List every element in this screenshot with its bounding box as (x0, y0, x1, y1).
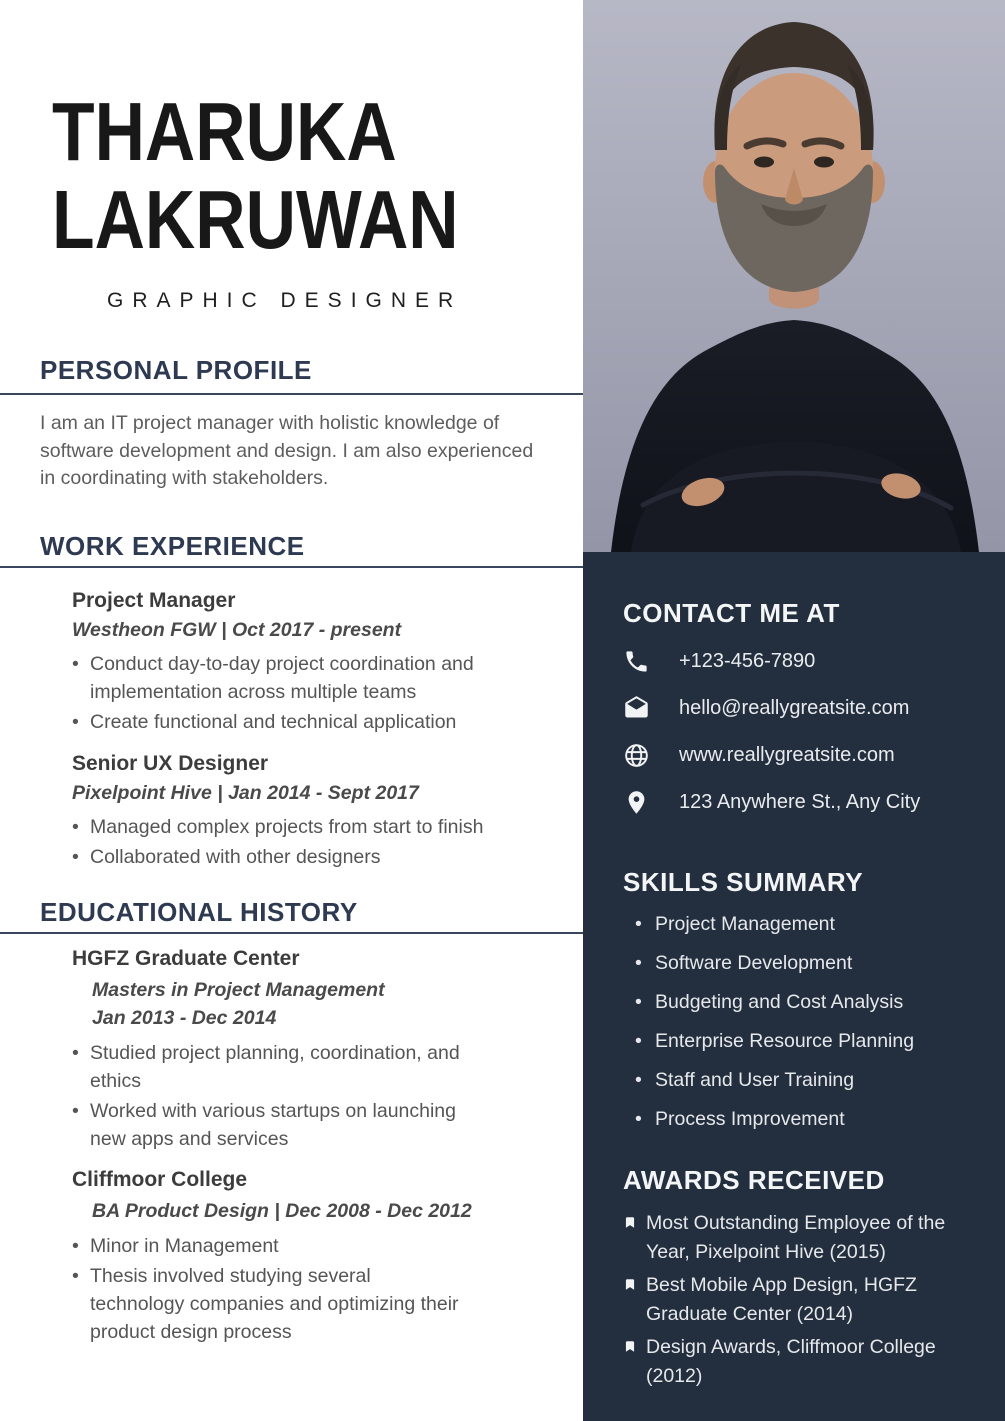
contact-row-address (623, 787, 975, 817)
school-entry (72, 1167, 583, 1346)
contact-row-website (623, 740, 975, 770)
award-text: Design Awards, Cliffmoor College (2012) (646, 1336, 936, 1387)
personal-profile-heading: PERSONAL PROFILE (40, 355, 312, 385)
school-bullets (72, 1232, 583, 1346)
divider-line (0, 932, 583, 934)
portrait-photo (583, 0, 1005, 552)
award-item (623, 1271, 975, 1328)
job-meta: Westheon FGW | Oct 2017 - present (72, 618, 402, 641)
right-panel (583, 0, 1005, 1421)
bullet-dot: • (72, 815, 79, 838)
contact-row-email (623, 693, 975, 723)
school-entry (72, 946, 583, 1153)
email-address: hello@reallygreatsite.com (679, 696, 910, 719)
awards-list (623, 1209, 975, 1390)
job-entry (72, 751, 583, 871)
bullet-item (72, 1097, 583, 1153)
globe-icon (623, 741, 655, 769)
degree-line: BA Product Design | Dec 2008 - Dec 2012 (92, 1199, 472, 1222)
bullet-dot: • (635, 1069, 642, 1091)
panel-content (583, 552, 1005, 1390)
bullet-dot: • (72, 1264, 79, 1287)
skill-item (635, 1106, 975, 1132)
bookmark-icon (623, 1271, 639, 1328)
skill-text: Software Development (655, 952, 853, 974)
bullet-text: Minor in Management (90, 1234, 279, 1257)
job-bullets (72, 813, 583, 871)
bullet-text: Conduct day-to-day project coordination and implementation across multiple teams (90, 652, 474, 703)
school-name: HGFZ Graduate Center (72, 946, 300, 970)
degree-line: Masters in Project Management (92, 978, 385, 1001)
award-item (623, 1333, 975, 1390)
award-item (623, 1209, 975, 1266)
contact-row-phone (623, 646, 975, 676)
skill-item (635, 989, 975, 1015)
bullet-item (72, 843, 583, 871)
skill-item (635, 1028, 975, 1054)
bullet-item (72, 708, 583, 736)
job-bullets (72, 650, 583, 736)
job-title: GRAPHIC DESIGNER (107, 289, 463, 312)
divider-line (0, 393, 583, 395)
phone-number: +123-456-7890 (679, 649, 816, 672)
school-name: Cliffmoor College (72, 1167, 248, 1191)
job-entry (72, 588, 583, 736)
bullet-text: Worked with various startups on launching new apps and services (90, 1099, 456, 1150)
bullet-item (72, 813, 583, 841)
bullet-dot: • (72, 1041, 79, 1064)
phone-icon (623, 647, 655, 675)
bullet-dot: • (72, 710, 79, 733)
skill-item (635, 950, 975, 976)
first-name: THARUKA (52, 85, 397, 178)
job-title-text: Senior UX Designer (72, 751, 269, 775)
bullet-item (72, 1232, 583, 1260)
bullet-dot: • (635, 952, 642, 974)
dates-line: Jan 2013 - Dec 2014 (92, 1006, 277, 1029)
skill-text: Enterprise Resource Planning (655, 1030, 915, 1052)
skill-text: Project Management (655, 913, 835, 935)
bullet-item (72, 650, 583, 706)
bookmark-icon (623, 1333, 639, 1390)
name-block (0, 0, 583, 313)
awards-heading: AWARDS RECEIVED (623, 1165, 885, 1195)
skills-list (623, 911, 975, 1132)
bullet-dot: • (72, 1099, 79, 1122)
skills-heading: SKILLS SUMMARY (623, 867, 864, 897)
contact-list (623, 646, 975, 817)
bullet-item (72, 1039, 583, 1095)
contact-heading: CONTACT ME AT (623, 598, 840, 628)
bullet-dot: • (72, 1234, 79, 1257)
street-address: 123 Anywhere St., Any City (679, 790, 921, 813)
location-icon (623, 788, 655, 816)
bullet-dot: • (72, 652, 79, 675)
bullet-dot: • (635, 1030, 642, 1052)
personal-profile-text: I am an IT project manager with holistic knowledge of software development and design. I am also experienced in coordinating with stakeholders. (40, 412, 534, 489)
school-degree (92, 976, 583, 1032)
bullet-text: Thesis involved studying several technology companies and optimizing their product design process (90, 1264, 459, 1343)
bookmark-icon (623, 1209, 639, 1266)
bullet-dot: • (635, 991, 642, 1013)
job-title-text: Project Manager (72, 588, 236, 612)
bullet-text: Create functional and technical application (90, 710, 457, 733)
email-icon (623, 694, 655, 722)
skill-text: Process Improvement (655, 1108, 845, 1130)
last-name: LAKRUWAN (52, 173, 459, 266)
skill-item (635, 1067, 975, 1093)
award-text: Best Mobile App Design, HGFZ Graduate Center (2014) (646, 1274, 917, 1325)
bullet-text: Studied project planning, coordination, and ethics (90, 1041, 460, 1092)
skill-item (635, 911, 975, 937)
job-meta: Pixelpoint Hive | Jan 2014 - Sept 2017 (72, 781, 419, 804)
divider-line (0, 566, 583, 568)
bullet-dot: • (635, 1108, 642, 1130)
website-url: www.reallygreatsite.com (679, 743, 895, 766)
bullet-item (72, 1262, 583, 1346)
bullet-text: Managed complex projects from start to finish (90, 815, 484, 838)
skill-text: Staff and User Training (655, 1069, 855, 1091)
educational-history-heading: EDUCATIONAL HISTORY (40, 896, 358, 927)
school-degree (92, 1197, 583, 1225)
bullet-text: Collaborated with other designers (90, 845, 381, 868)
bullet-dot: • (635, 913, 642, 935)
school-bullets (72, 1039, 583, 1153)
skill-text: Budgeting and Cost Analysis (655, 991, 904, 1013)
work-experience-heading: WORK EXPERIENCE (40, 530, 305, 561)
award-text: Most Outstanding Employee of the Year, Pixelpoint Hive (2015) (646, 1212, 946, 1263)
bullet-dot: • (72, 845, 79, 868)
